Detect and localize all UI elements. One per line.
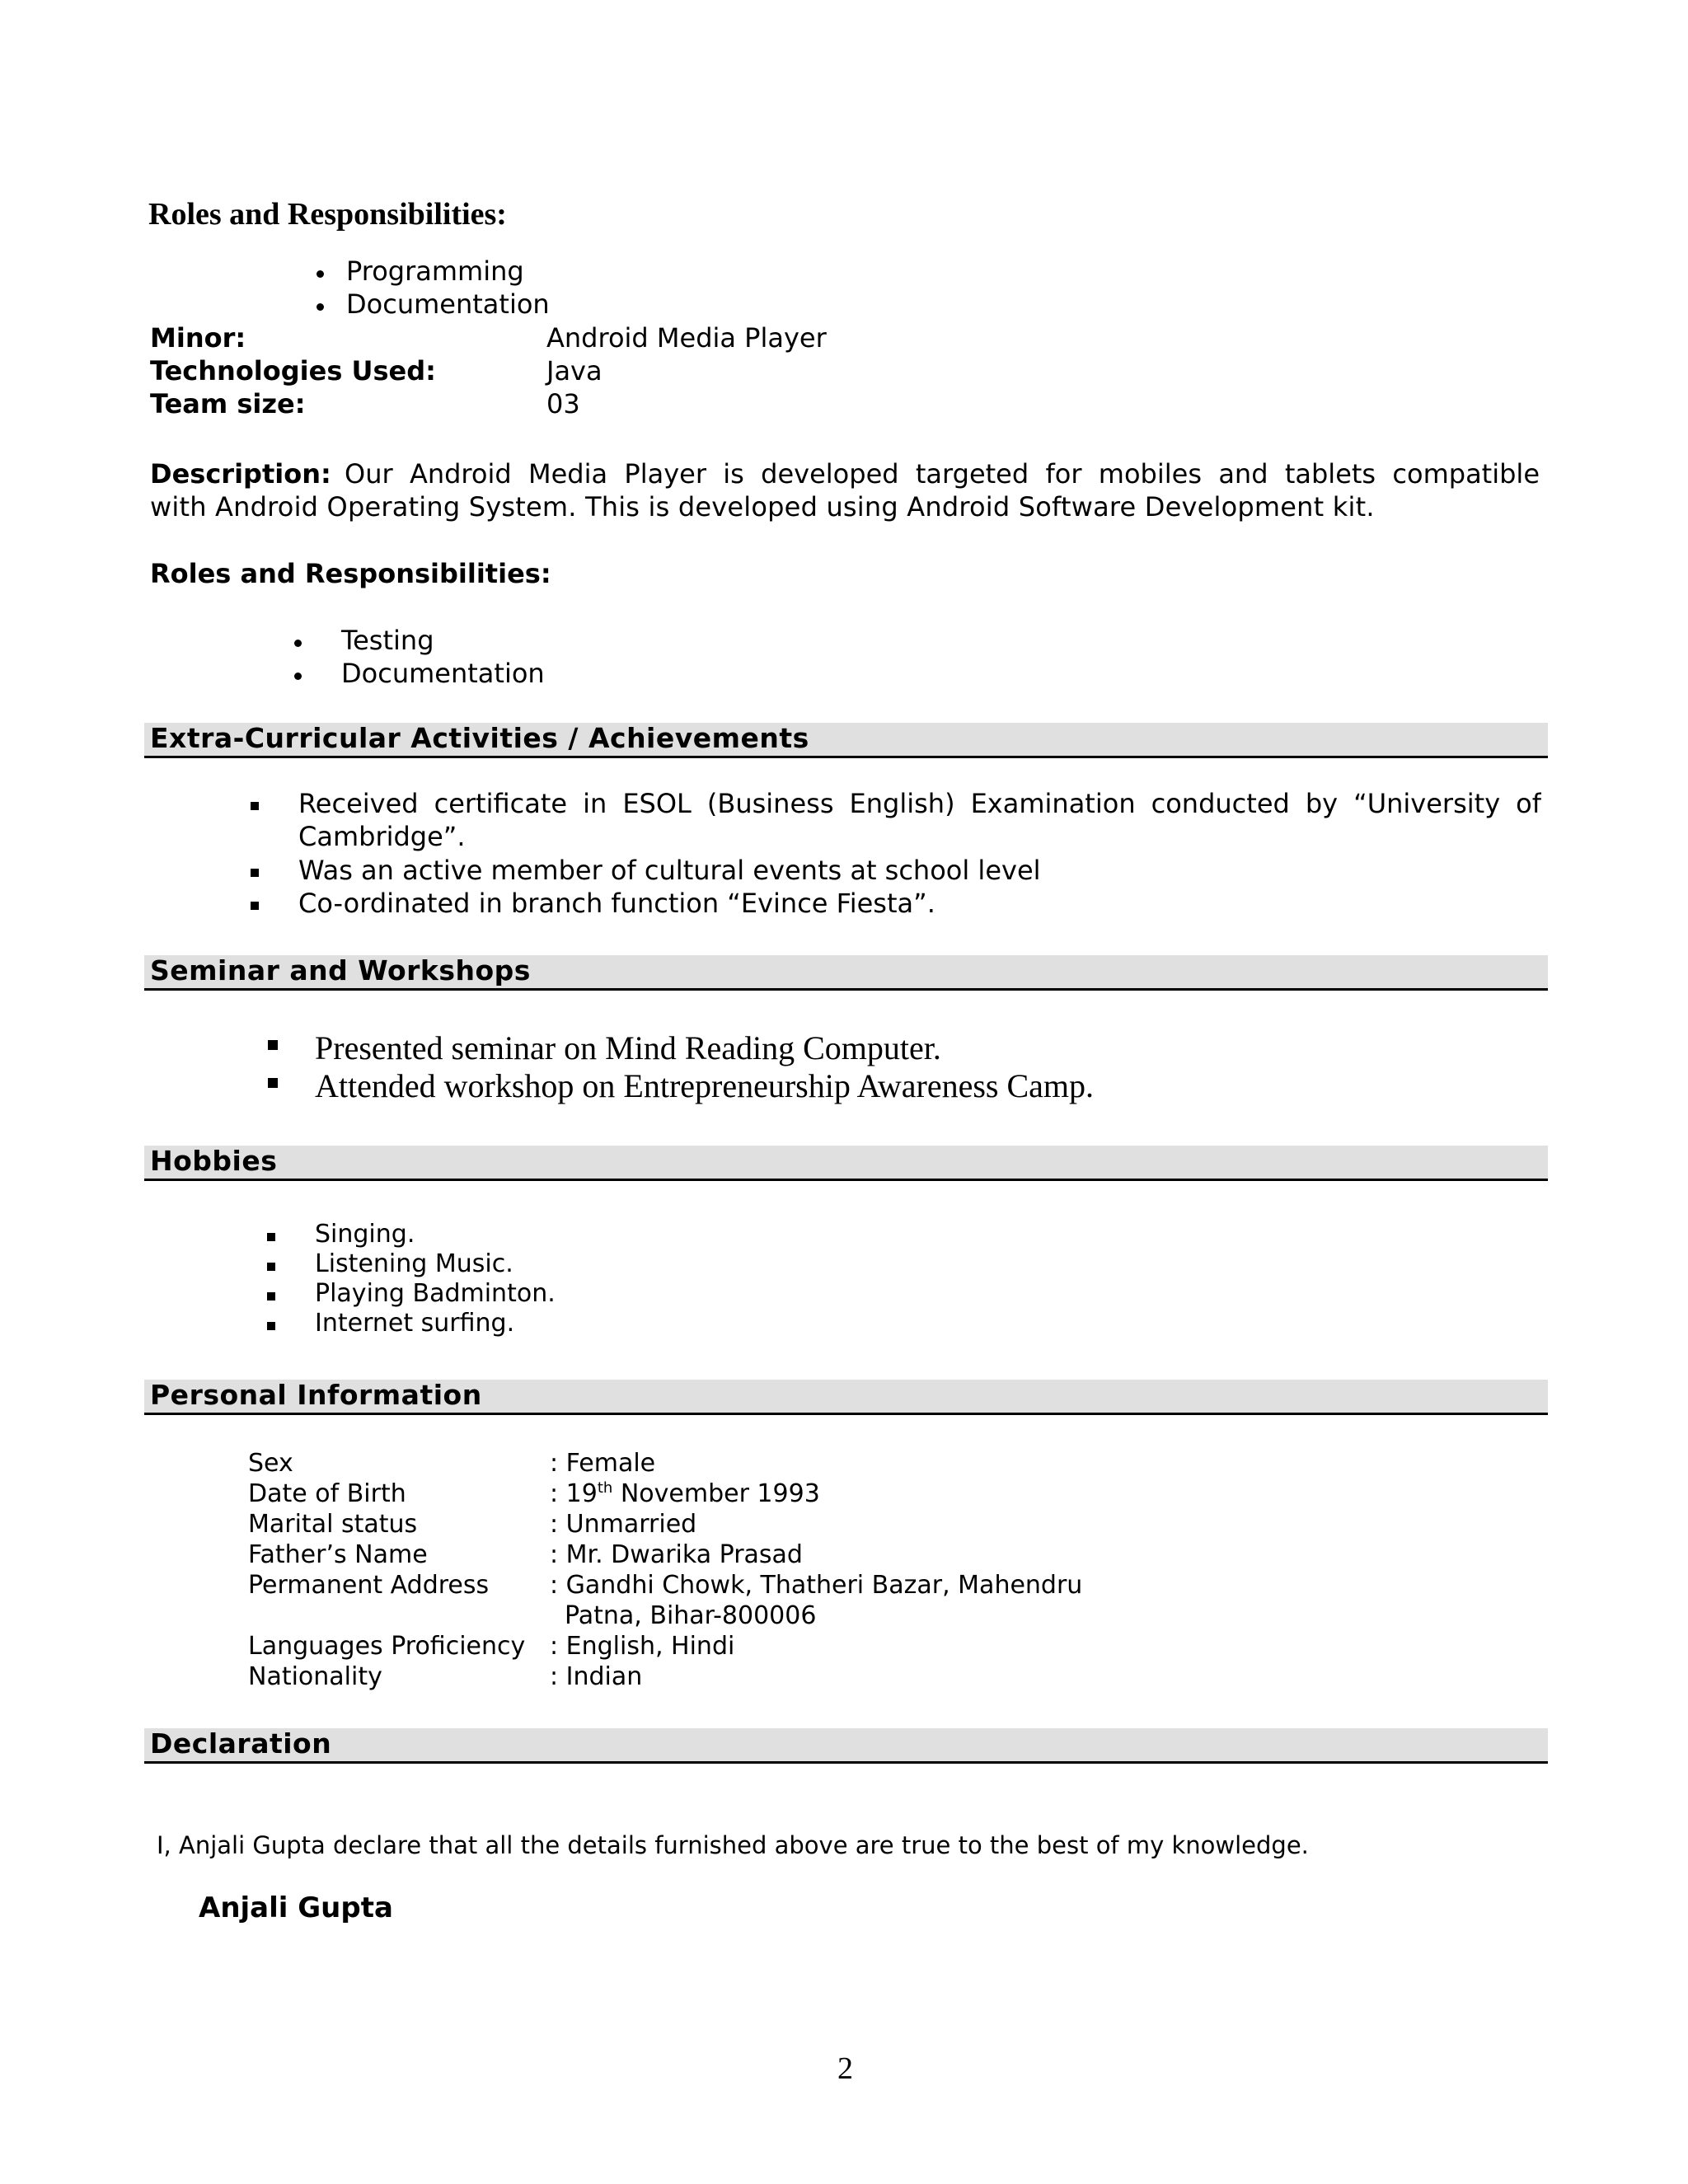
- hobby-item: Singing.: [315, 1220, 415, 1249]
- hobby-item: Listening Music.: [315, 1249, 513, 1278]
- bullet-dot-icon: [316, 270, 324, 278]
- description-line-2: with Android Operating System. This is developed using Android Software Development kit.: [150, 491, 1375, 523]
- bullet-dot-icon: [294, 673, 302, 680]
- bullet-square-icon: [268, 1040, 278, 1050]
- achievement-item-line-2: Cambridge”.: [298, 821, 466, 852]
- section-title: Seminar and Workshops: [150, 954, 531, 987]
- section-title: Personal Information: [150, 1379, 482, 1411]
- seminar-item: Attended workshop on Entrepreneurship Awareness Camp.: [315, 1067, 1094, 1104]
- role-item: Testing: [341, 625, 434, 656]
- bullet-dot-icon: [294, 640, 302, 647]
- personal-value-languages: : English, Hindi: [550, 1632, 735, 1661]
- page-number: 2: [837, 2051, 853, 2086]
- achievement-item: Was an active member of cultural events at school level: [298, 855, 1041, 886]
- signature-name: Anjali Gupta: [199, 1891, 393, 1924]
- personal-value-marital: : Unmarried: [550, 1510, 697, 1539]
- bullet-square-icon: [267, 1322, 275, 1330]
- personal-label-address: Permanent Address: [248, 1571, 490, 1600]
- section-header-hobbies: [144, 1146, 1548, 1181]
- bullet-square-icon: [267, 1292, 275, 1301]
- roles-heading-1: Roles and Responsibilities:: [148, 197, 507, 232]
- section-header-declaration: [144, 1728, 1548, 1764]
- declaration-text: I, Anjali Gupta declare that all the details furnished above are true to the best of my knowledge.: [157, 1831, 1309, 1859]
- bullet-square-icon: [267, 1233, 275, 1241]
- role-item: Documentation: [346, 288, 550, 320]
- roles-heading-2: Roles and Responsibilities:: [150, 558, 551, 589]
- team-size-value: 03: [546, 388, 580, 419]
- personal-label-marital: Marital status: [248, 1510, 418, 1539]
- seminar-item: Presented seminar on Mind Reading Computer.: [315, 1029, 941, 1066]
- bullet-square-icon: [251, 902, 259, 910]
- bullet-square-icon: [251, 802, 259, 810]
- achievement-item: Co-ordinated in branch function “Evince Fiesta”.: [298, 888, 935, 919]
- personal-label-father: Father’s Name: [248, 1540, 428, 1569]
- section-header-personal-info: [144, 1380, 1548, 1415]
- role-item: Programming: [346, 255, 524, 287]
- section-title: Declaration: [150, 1727, 332, 1760]
- personal-value-address: : Gandhi Chowk, Thatheri Bazar, Mahendru: [550, 1571, 1083, 1600]
- personal-label-nationality: Nationality: [248, 1662, 382, 1691]
- section-header-seminar: [144, 955, 1548, 991]
- bullet-square-icon: [267, 1263, 275, 1271]
- personal-value-dob: : 19th November 1993: [550, 1479, 820, 1508]
- technologies-label: Technologies Used:: [150, 355, 436, 387]
- bullet-dot-icon: [316, 303, 324, 311]
- bullet-square-icon: [268, 1078, 278, 1088]
- personal-label-dob: Date of Birth: [248, 1479, 406, 1508]
- achievement-item-line-1: Received certificate in ESOL (Business English) Examination conducted by “University of: [298, 788, 1541, 819]
- team-size-label: Team size:: [150, 388, 306, 419]
- role-item: Documentation: [341, 658, 545, 689]
- section-title: Hobbies: [150, 1145, 278, 1177]
- minor-value: Android Media Player: [546, 322, 827, 354]
- description-line-1: Our Android Media Player is developed targeted for mobiles and tablets compatible: [345, 458, 1540, 490]
- personal-label-sex: Sex: [248, 1449, 293, 1478]
- section-header-extra-curricular: [144, 723, 1548, 758]
- personal-value-father: : Mr. Dwarika Prasad: [550, 1540, 803, 1569]
- hobby-item: Playing Badminton.: [315, 1279, 556, 1308]
- hobby-item: Internet surfing.: [315, 1309, 515, 1338]
- personal-value-address-line-2: Patna, Bihar-800006: [565, 1601, 817, 1630]
- personal-label-languages: Languages Proficiency: [248, 1632, 526, 1661]
- technologies-value: Java: [546, 355, 603, 387]
- section-title: Extra-Curricular Activities / Achievements: [150, 722, 809, 754]
- bullet-square-icon: [251, 869, 259, 877]
- personal-value-sex: : Female: [550, 1449, 656, 1478]
- minor-label: Minor:: [150, 322, 246, 354]
- description-label: Description:: [150, 458, 331, 490]
- personal-value-nationality: : Indian: [550, 1662, 643, 1691]
